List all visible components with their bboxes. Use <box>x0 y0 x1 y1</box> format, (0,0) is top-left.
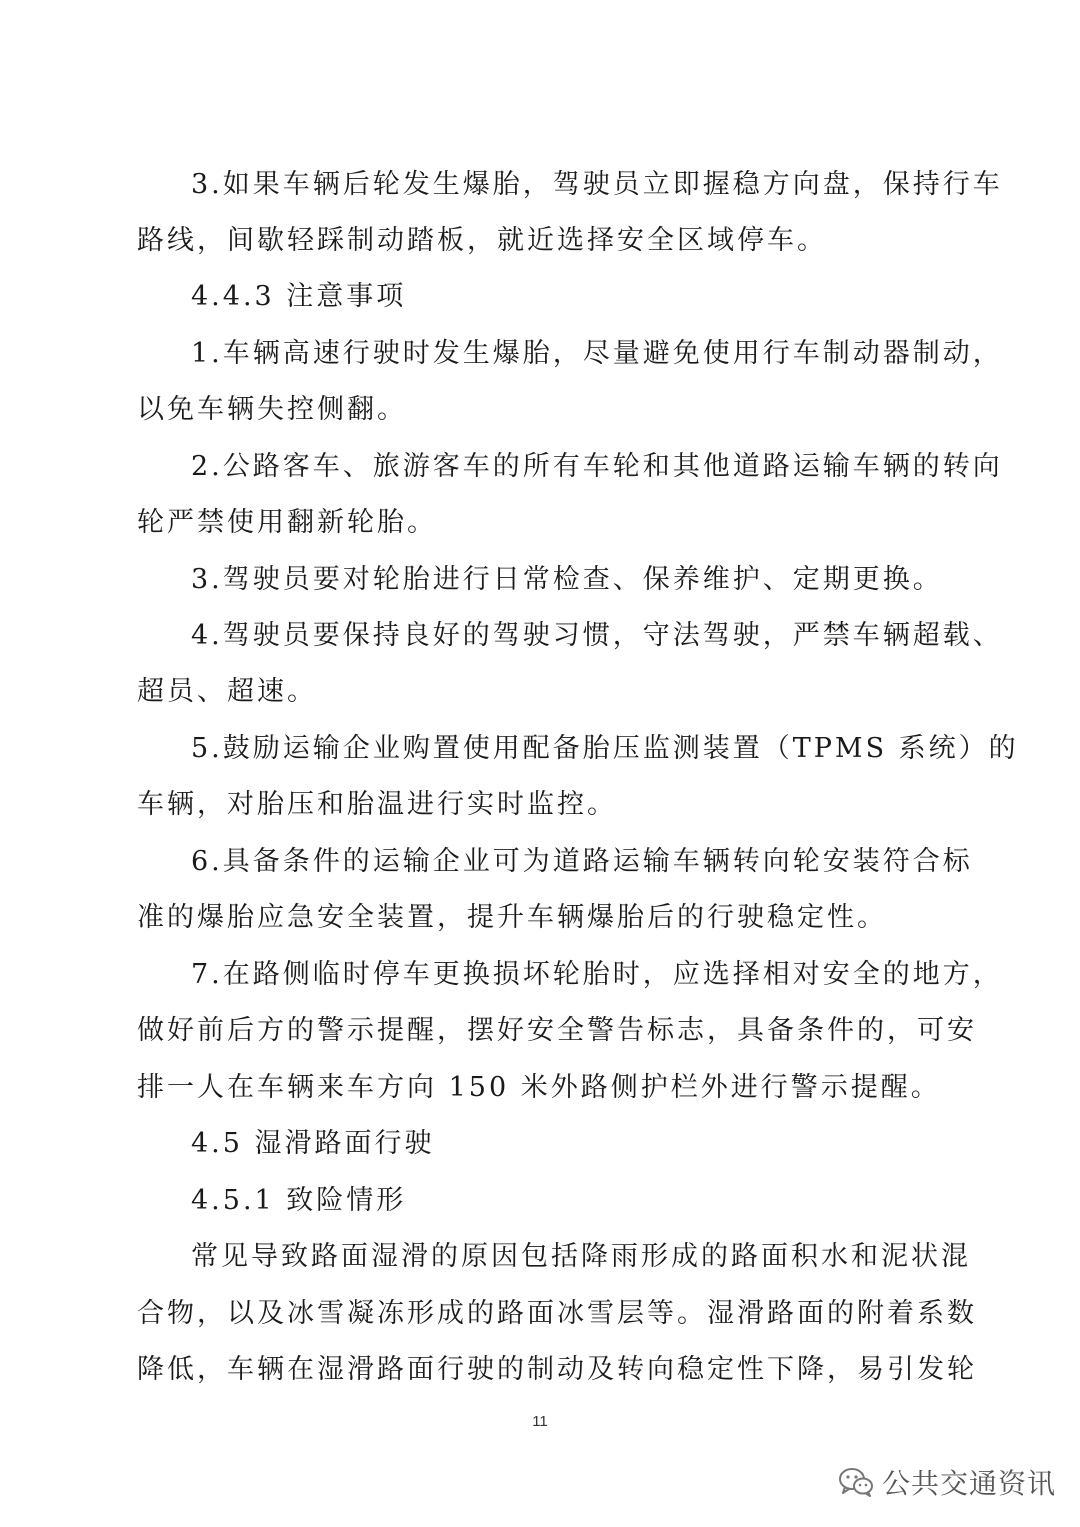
watermark <box>838 1462 1056 1502</box>
paragraph-line: 5.鼓励运输企业购置使用配备胎压监测装置（TPMS 系统）的 <box>191 733 1019 764</box>
paragraph-line: 降低，车辆在湿滑路面行驶的制动及转向稳定性下降，易引发轮 <box>137 1354 977 1385</box>
wechat-icon <box>838 1467 874 1497</box>
paragraph-line: 1.车辆高速行驶时发生爆胎，尽量避免使用行车制动器制动， <box>191 338 1003 369</box>
paragraph-line: 3.如果车辆后轮发生爆胎，驾驶员立即握稳方向盘，保持行车 <box>191 169 1003 200</box>
paragraph-line: 常见导致路面湿滑的原因包括降雨形成的路面积水和泥状混 <box>191 1241 971 1272</box>
paragraph-line: 7.在路侧临时停车更换损坏轮胎时，应选择相对安全的地方， <box>191 959 1003 990</box>
paragraph-line: 2.公路客车、旅游客车的所有车轮和其他道路运输车辆的转向 <box>191 451 1003 482</box>
section-heading: 4.5 湿滑路面行驶 <box>191 1128 435 1159</box>
paragraph-line: 以免车辆失控侧翻。 <box>137 394 407 425</box>
paragraph-line: 6.具备条件的运输企业可为道路运输车辆转向轮安装符合标 <box>191 846 973 877</box>
paragraph-line: 合物，以及冰雪凝冻形成的路面冰雪层等。湿滑路面的附着系数 <box>137 1298 977 1329</box>
paragraph-line: 轮严禁使用翻新轮胎。 <box>137 507 437 538</box>
paragraph-line: 超员、超速。 <box>137 676 317 707</box>
paragraph-line: 做好前后方的警示提醒，摆好安全警告标志，具备条件的，可安 <box>137 1015 977 1046</box>
paragraph-line: 路线，间歇轻踩制动踏板，就近选择安全区域停车。 <box>137 225 827 256</box>
page-number: 11 <box>532 1413 548 1430</box>
paragraph-line: 3.驾驶员要对轮胎进行日常检查、保养维护、定期更换。 <box>191 564 943 595</box>
section-heading: 4.5.1 致险情形 <box>191 1185 407 1216</box>
section-heading: 4.4.3 注意事项 <box>191 281 407 312</box>
paragraph-line: 4.驾驶员要保持良好的驾驶习惯，守法驾驶，严禁车辆超载、 <box>191 620 1003 651</box>
paragraph-line: 车辆，对胎压和胎温进行实时监控。 <box>137 789 617 820</box>
watermark-text: 公共交通资讯 <box>882 1467 1057 1500</box>
paragraph-line: 排一人在车辆来车方向 150 米外路侧护栏外进行警示提醒。 <box>137 1072 941 1103</box>
paragraph-line: 准的爆胎应急安全装置，提升车辆爆胎后的行驶稳定性。 <box>137 902 887 933</box>
